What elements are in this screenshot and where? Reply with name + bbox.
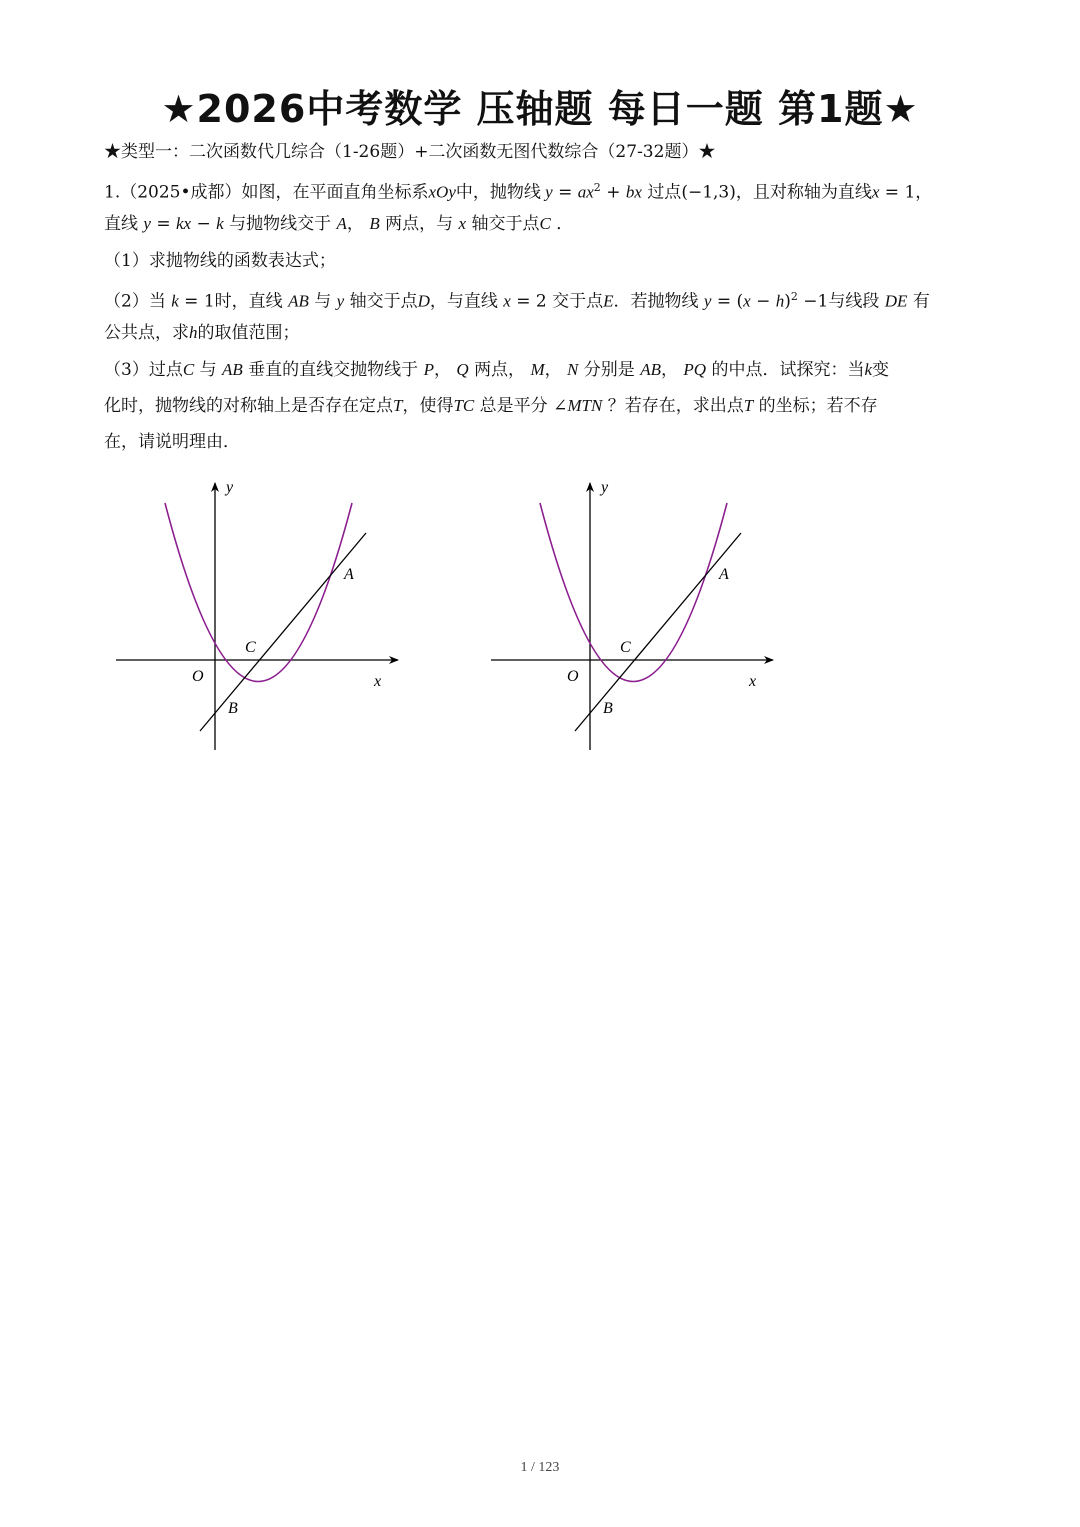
problem-part-1: （1）求抛物线的函数表达式； (104, 251, 336, 271)
page-title: ★2026中考数学 压轴题 每日一题 第1题★ (161, 87, 919, 131)
subtitle: ★类型一：二次函数代几综合（1-26题）+二次函数无图代数综合（27-32题）★ (104, 142, 716, 162)
x-label: x (374, 673, 382, 690)
point-c-label: C (620, 639, 631, 656)
line-ab (200, 533, 366, 731)
point-b-label: B (228, 700, 238, 717)
problem-line-1: 1.（2025•成都）如图，在平面直角坐标系xOy中，抛物线 $y = ax^2$ + bx 过点(−1,3)，且对称轴为直线x = 1， (104, 181, 933, 203)
parabola (165, 503, 352, 682)
y-label: y (601, 479, 609, 496)
point-a-label: A (719, 566, 729, 583)
x-label: x (749, 673, 757, 690)
problem-part-3: （3）过点C 与 AB 垂直的直线交抛物线于 P， Q 两点， M， N 分别是 AB， PQ 的中点．试探究：当k变 (104, 360, 890, 380)
figure-right (485, 475, 785, 755)
problem-part-3-cont: 化时，抛物线的对称轴上是否存在定点T，使得TC 总是平分 ∠MTN ？若存在，求出点T 的坐标；若不存 (104, 396, 878, 416)
point-c-label: C (245, 639, 256, 656)
problem-part-2: （2）当 k = 1时，直线 AB 与 y 轴交于点D，与直线 x = 2 交于点E．若抛物线 $y = (x - h)^2 -1$与线段 DE 有 (104, 290, 930, 312)
parabola (540, 503, 727, 682)
page-number: 1 / 123 (520, 1460, 560, 1475)
origin-label: O (192, 668, 204, 685)
line-ab (575, 533, 741, 731)
y-label: y (226, 479, 234, 496)
figure-left (110, 475, 410, 755)
point-b-label: B (603, 700, 613, 717)
point-a-label: A (344, 566, 354, 583)
problem-part-2-cont: 公共点，求h的取值范围； (104, 323, 300, 343)
problem-line-2: 直线 y = kx − k 与抛物线交于 A， B 两点，与 x 轴交于点C ． (104, 214, 574, 234)
problem-part-3-cont-2: 在，请说明理由． (104, 432, 240, 452)
origin-label: O (567, 668, 579, 685)
